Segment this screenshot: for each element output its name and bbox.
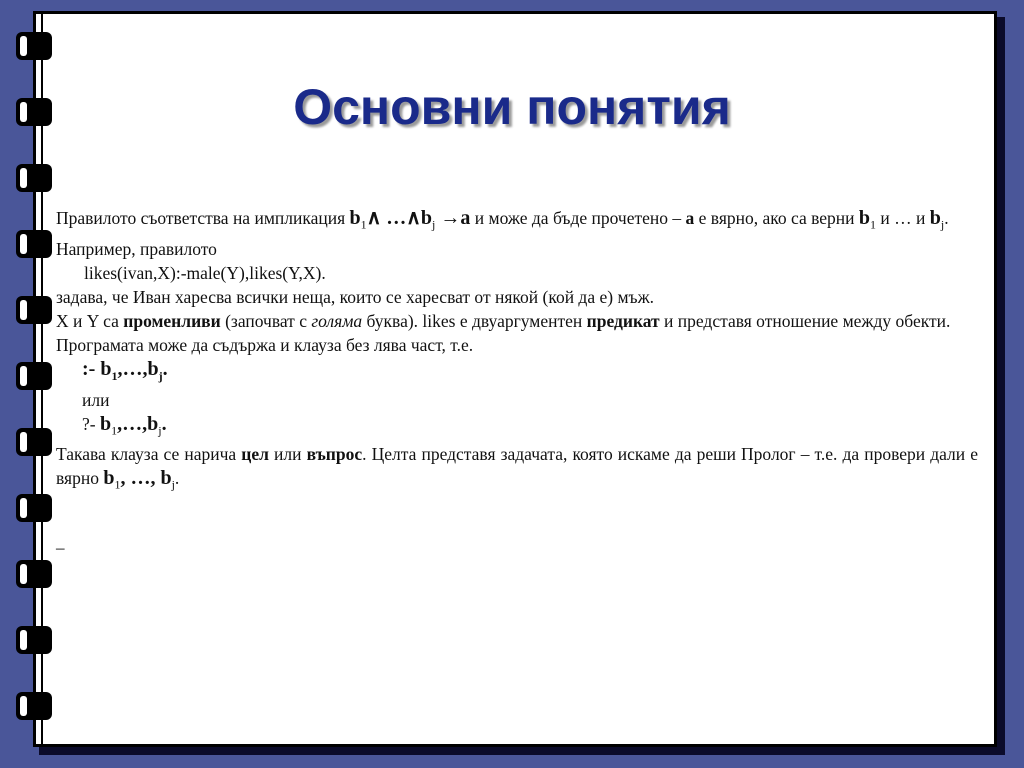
binder-ring-icon [16, 494, 52, 522]
trailing-dash: – [56, 538, 65, 557]
paragraph-variables: X и Y са променливи (започват с голяма буква). likes е двуаргументен предикат и представя отношение между обекти. [56, 310, 951, 331]
slide-title: Основни понятия [293, 79, 731, 135]
paragraph-clause: Програмата може да съдържа и клауза без лява част, т.е. [56, 334, 474, 355]
paragraph-implication: Правилото съответства на импликация $b_1\wedge$ $\dots\wedge b_j \to a$ и може да бъде прочетено – a е вярно, ако са верни $b_1$ и … и $b_j$. [56, 207, 949, 232]
binder-ring-icon [16, 296, 52, 324]
paragraph-goal: Такава клауза се нарича цел или въпрос. Целта представя задачата, която искаме да реши Пролог – т.е. да провери дали е вярно $b_1$, …, $b_j$. [56, 444, 978, 492]
goal-clause: :- $b_1,\dots,b_j$. [82, 357, 168, 383]
slide-body [56, 206, 978, 497]
or-label: или [82, 389, 110, 410]
code-example: likes(ivan,X):-male(Y),likes(Y,X). [84, 262, 326, 283]
binder-ring-icon [16, 626, 52, 654]
binder-ring-icon [16, 362, 52, 390]
paragraph-explanation: задава, че Иван харесва всички неща, които се харесват от някой (кой да е) мъж. [56, 286, 655, 307]
query-clause: ?- $b_1,\dots,b_j$. [82, 412, 167, 437]
paragraph-example: Например, правилото [56, 238, 217, 259]
binder-ring-icon [16, 428, 52, 456]
binder-ring-icon [16, 164, 52, 192]
binder-ring-icon [16, 230, 52, 258]
binder-ring-icon [16, 560, 52, 588]
binder-ring-icon [16, 32, 52, 60]
binder-ring-icon [16, 692, 52, 720]
